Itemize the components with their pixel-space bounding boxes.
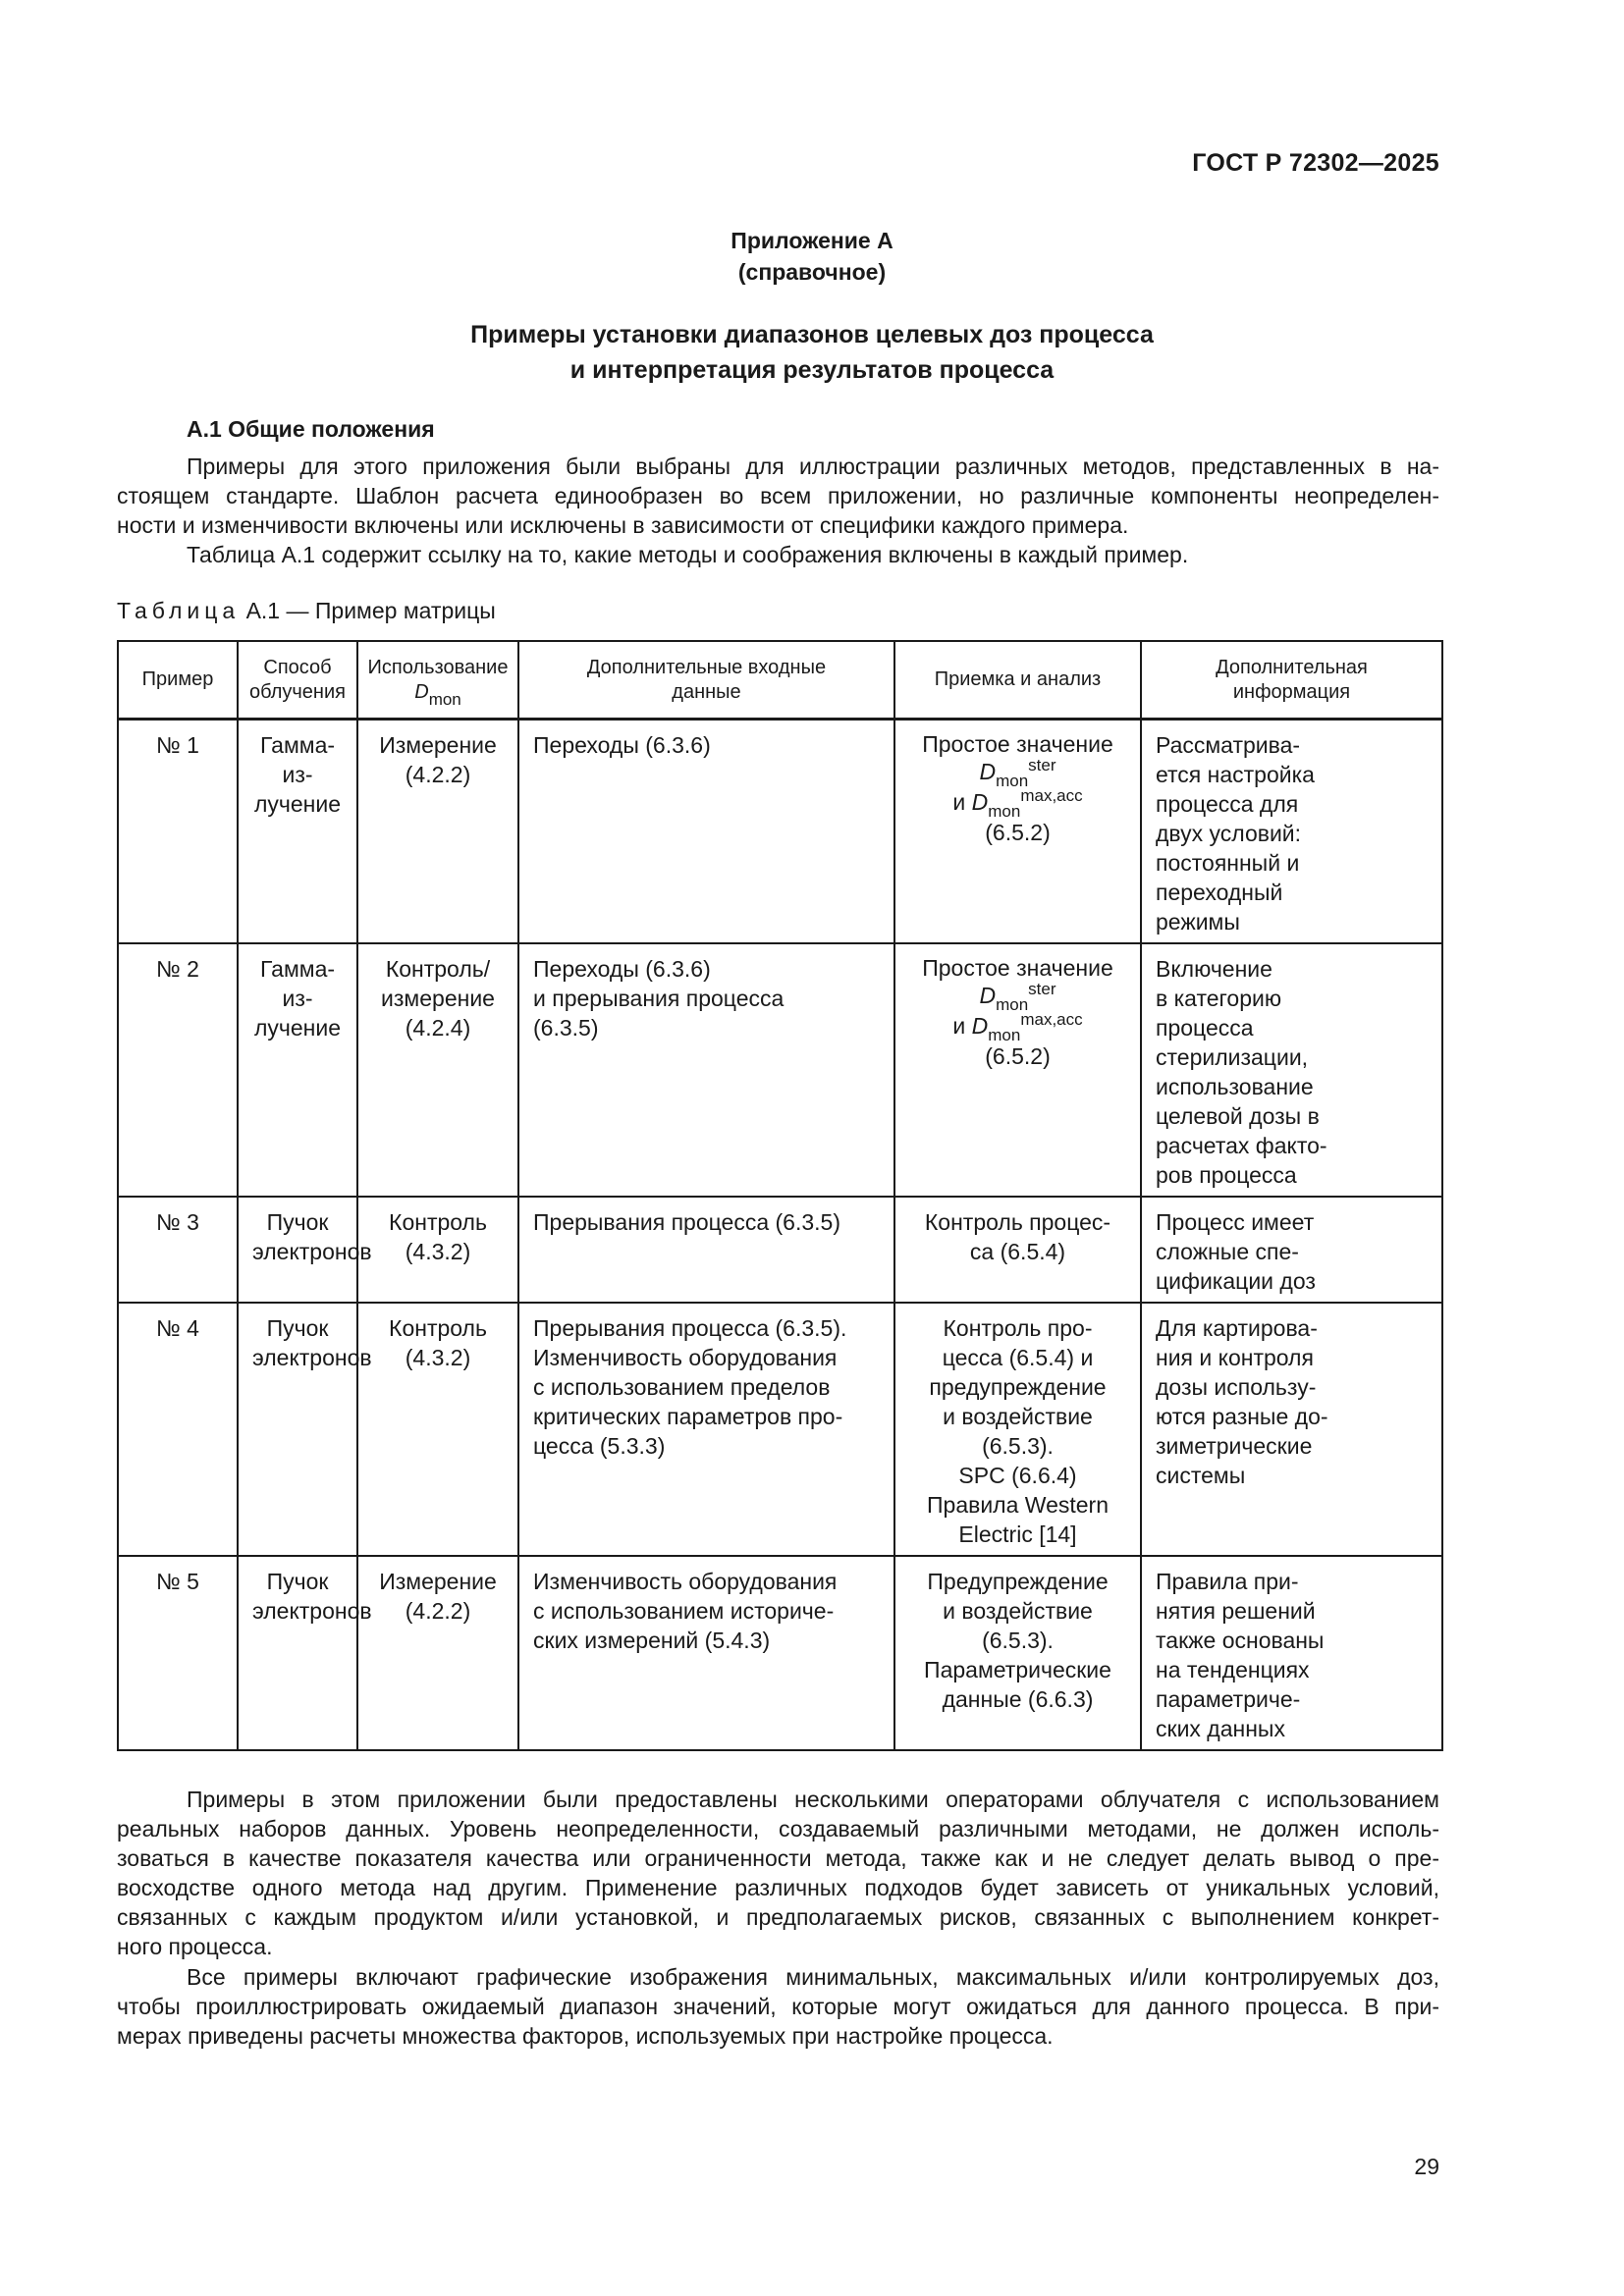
text-line: стоящем стандарте. Шаблон расчета единообразен во всем приложении, но различные компоненты неопределен- bbox=[117, 483, 1439, 508]
formula-d-ster bbox=[909, 758, 1126, 788]
cell-text: Процесс имеет bbox=[1156, 1209, 1315, 1235]
cell-text: и прерывания процесса bbox=[533, 986, 785, 1011]
cell-text: электронов bbox=[252, 1239, 372, 1264]
table-row bbox=[118, 943, 1442, 1197]
symbol-subscript: mon bbox=[428, 689, 461, 709]
header-text: Использование bbox=[367, 656, 509, 678]
header-text: Дополнительные входные bbox=[586, 656, 827, 678]
cell-text: са (6.5.4) bbox=[969, 1239, 1066, 1264]
cell-text: Переходы (6.3.6) bbox=[533, 956, 711, 982]
symbol-d: D bbox=[414, 680, 429, 703]
symbol-superscript: max,acc bbox=[1020, 786, 1083, 805]
formula-d-max bbox=[909, 788, 1126, 819]
annex-subtitle: (справочное) bbox=[737, 259, 887, 285]
symbol-subscript: mon bbox=[988, 1026, 1021, 1044]
cell-text: Контроль bbox=[389, 1315, 487, 1341]
text-span: Все примеры включают графические изображения минимальных, максимальных и/или контролируемых доз, bbox=[187, 1964, 1439, 1990]
text-line bbox=[117, 1962, 1439, 1992]
header-text: информация bbox=[1232, 680, 1351, 703]
cell-text: (4.2.4) bbox=[405, 1015, 471, 1041]
header-usage bbox=[357, 641, 518, 720]
cell-text: критических параметров про- bbox=[533, 1404, 843, 1429]
cell-text: цесса (6.5.4) и bbox=[942, 1345, 1094, 1370]
example-matrix-table bbox=[117, 640, 1443, 1751]
text-span: Примеры для этого приложения были выбраны для иллюстрации различных методов, представленных в на- bbox=[187, 454, 1439, 479]
cell-method bbox=[238, 943, 357, 1197]
text-line bbox=[117, 540, 1439, 569]
header-text: Приемка и анализ bbox=[934, 668, 1102, 690]
cell-text: предупреждение bbox=[929, 1374, 1107, 1400]
cell-text: зиметрические bbox=[1156, 1433, 1313, 1459]
cell-text: расчетах факто- bbox=[1156, 1133, 1327, 1158]
cell-text: Electric [14] bbox=[958, 1522, 1077, 1547]
cell-text: электронов bbox=[252, 1345, 372, 1370]
cell-text: ских измерений (5.4.3) bbox=[533, 1628, 771, 1653]
cell-text: Простое значение bbox=[922, 731, 1113, 757]
symbol-superscript: ster bbox=[1028, 756, 1056, 774]
header-symbol bbox=[364, 680, 512, 709]
document-code: ГОСТ Р 72302—2025 bbox=[1192, 149, 1439, 177]
symbol-subscript: mon bbox=[996, 995, 1029, 1014]
cell-text: Гамма-из- bbox=[259, 956, 336, 1011]
cell-usage bbox=[357, 1197, 518, 1303]
cell-text: электронов bbox=[252, 1598, 372, 1624]
cell-usage bbox=[357, 1303, 518, 1556]
table-row bbox=[118, 1556, 1442, 1750]
header-text: Способ bbox=[263, 656, 332, 678]
cell-text: Для картирова- bbox=[1156, 1315, 1318, 1341]
cell-usage bbox=[357, 720, 518, 944]
cell-text: цесса (5.3.3) bbox=[533, 1433, 666, 1459]
cell-acceptance bbox=[894, 1556, 1141, 1750]
cell-text: (6.5.2) bbox=[985, 820, 1051, 845]
intro-paragraph-1 bbox=[117, 452, 1439, 540]
text-span: Примеры в этом приложении были предоставлены несколькими операторами облучателя с использованием bbox=[187, 1787, 1439, 1812]
cell-text: Правила Western bbox=[927, 1492, 1109, 1518]
cell-text: ров процесса bbox=[1156, 1162, 1297, 1188]
table-caption bbox=[117, 598, 496, 624]
cell-text: (4.2.2) bbox=[405, 1598, 471, 1624]
table-caption-text: А.1 — Пример матрицы bbox=[240, 598, 496, 623]
header-text: Дополнительная bbox=[1216, 656, 1368, 678]
cell-text: Контроль bbox=[389, 1209, 487, 1235]
cell-text: данные (6.6.3) bbox=[942, 1686, 1094, 1712]
page-title bbox=[0, 317, 1624, 388]
cell-text: сложные спе- bbox=[1156, 1239, 1299, 1264]
cell-text: Измерение bbox=[379, 732, 497, 758]
header-text: данные bbox=[672, 680, 741, 703]
cell-text: (6.5.3). bbox=[982, 1433, 1054, 1459]
cell-text: процесса bbox=[1156, 1015, 1254, 1041]
cell-text: Пучок bbox=[266, 1315, 329, 1341]
cell-text: № 2 bbox=[156, 956, 199, 982]
cell-text: Измерение bbox=[379, 1569, 497, 1594]
outro-paragraph-1 bbox=[117, 1785, 1439, 1961]
text-line: мерах приведены расчеты множества факторов, используемых при настройке процесса. bbox=[117, 2023, 1054, 2049]
cell-text: (6.5.3). bbox=[982, 1628, 1054, 1653]
cell-text: (4.3.2) bbox=[405, 1239, 471, 1264]
cell-text: № 4 bbox=[156, 1315, 199, 1341]
cell-text: процесса для bbox=[1156, 791, 1299, 817]
cell-text: (4.2.2) bbox=[405, 762, 471, 787]
symbol-subscript: mon bbox=[996, 772, 1029, 790]
cell-text: № 5 bbox=[156, 1569, 199, 1594]
cell-text: дозы использу- bbox=[1156, 1374, 1317, 1400]
table-caption-prefix: Таблица bbox=[117, 598, 241, 623]
cell-text: целевой дозы в bbox=[1156, 1103, 1320, 1129]
cell-usage bbox=[357, 943, 518, 1197]
symbol-d: D bbox=[979, 983, 997, 1008]
section-heading: А.1 Общие положения bbox=[187, 416, 435, 442]
text-line: чтобы проиллюстрировать ожидаемый диапазон значений, которые могут ожидаться для данного процесса. В при- bbox=[117, 1994, 1439, 2019]
cell-text: использование bbox=[1156, 1074, 1314, 1099]
text-line: зоваться в качестве показателя качества или ограниченности метода, также как и не следует делать вывод о пре- bbox=[117, 1845, 1439, 1871]
symbol-subscript: mon bbox=[988, 802, 1021, 821]
cell-text: Рассматрива- bbox=[1156, 732, 1301, 758]
cell-text: Пучок bbox=[266, 1569, 329, 1594]
cell-text: в категорию bbox=[1156, 986, 1282, 1011]
cell-acceptance bbox=[894, 943, 1141, 1197]
header-example bbox=[118, 641, 238, 720]
header-text: облучения bbox=[249, 680, 346, 703]
cell-info bbox=[1141, 1303, 1442, 1556]
cell-text: Предупреждение bbox=[927, 1569, 1109, 1594]
header-acceptance bbox=[894, 641, 1141, 720]
cell-text: также основаны bbox=[1156, 1628, 1325, 1653]
cell-text: и bbox=[952, 1013, 972, 1039]
text-span: Таблица А.1 содержит ссылку на то, какие методы и соображения включены в каждый пример. bbox=[187, 542, 1189, 567]
header-text: Пример bbox=[141, 668, 214, 690]
cell-text: № 1 bbox=[156, 732, 199, 758]
cell-text: Пучок bbox=[266, 1209, 329, 1235]
page-title-line-2: и интерпретация результатов процесса bbox=[569, 356, 1055, 384]
cell-text: ских данных bbox=[1156, 1716, 1285, 1741]
text-line: ности и изменчивости включены или исключены в зависимости от специфики каждого примера. bbox=[117, 512, 1129, 538]
table-row bbox=[118, 720, 1442, 944]
text-line: реальных наборов данных. Уровень неопределенности, создаваемый различными методами, не должен исполь- bbox=[117, 1816, 1439, 1842]
cell-text: лучение bbox=[253, 1015, 342, 1041]
text-line bbox=[117, 452, 1439, 481]
cell-text: цификации доз bbox=[1156, 1268, 1316, 1294]
cell-text: Правила при- bbox=[1156, 1569, 1299, 1594]
cell-text: (6.5.2) bbox=[985, 1043, 1051, 1069]
cell-text: Изменчивость оборудования bbox=[533, 1569, 838, 1594]
cell-text: ния и контроля bbox=[1156, 1345, 1314, 1370]
cell-text: Переходы (6.3.6) bbox=[533, 732, 711, 758]
text-line: ного процесса. bbox=[117, 1934, 273, 1959]
symbol-d: D bbox=[971, 1013, 989, 1039]
cell-method bbox=[238, 1556, 372, 1750]
cell-text: Контроль/ bbox=[385, 956, 491, 982]
cell-text: (4.3.2) bbox=[405, 1345, 471, 1370]
cell-text: и bbox=[952, 789, 972, 815]
cell-text: переходный bbox=[1156, 880, 1283, 905]
cell-method bbox=[238, 1303, 372, 1556]
cell-text: и воздействие bbox=[943, 1598, 1093, 1624]
cell-inputs bbox=[518, 943, 894, 1197]
table-row bbox=[118, 1197, 1442, 1303]
cell-text: Контроль про- bbox=[943, 1315, 1093, 1341]
cell-text: (6.3.5) bbox=[533, 1015, 599, 1041]
cell-usage bbox=[357, 1556, 518, 1750]
cell-text: с использованием историче- bbox=[533, 1598, 835, 1624]
table-row bbox=[118, 1303, 1442, 1556]
header-inputs bbox=[518, 641, 894, 720]
cell-inputs bbox=[518, 720, 894, 944]
symbol-d: D bbox=[971, 789, 989, 815]
cell-example bbox=[118, 943, 238, 1197]
cell-text: Контроль процес- bbox=[924, 1209, 1111, 1235]
cell-text: ется настройка bbox=[1156, 762, 1315, 787]
cell-example bbox=[118, 1556, 238, 1750]
cell-text: Простое значение bbox=[922, 955, 1113, 981]
cell-text: на тенденциях bbox=[1156, 1657, 1310, 1682]
page-title-line-1: Примеры установки диапазонов целевых доз процесса bbox=[470, 321, 1154, 348]
cell-acceptance bbox=[894, 1197, 1141, 1303]
cell-example bbox=[118, 1303, 238, 1556]
formula-d-max bbox=[909, 1012, 1126, 1042]
cell-text: Прерывания процесса (6.3.5) bbox=[533, 1209, 840, 1235]
cell-acceptance bbox=[894, 720, 1141, 944]
cell-example bbox=[118, 1197, 238, 1303]
cell-text: системы bbox=[1156, 1463, 1246, 1488]
cell-text: двух условий: bbox=[1156, 821, 1302, 846]
cell-inputs bbox=[518, 1197, 894, 1303]
header-info bbox=[1141, 641, 1442, 720]
cell-text: с использованием пределов bbox=[533, 1374, 831, 1400]
text-line bbox=[117, 1785, 1439, 1814]
annex-title: Приложение А bbox=[731, 228, 893, 253]
cell-method bbox=[238, 1197, 372, 1303]
page-number: 29 bbox=[1414, 2154, 1439, 2179]
cell-text: нятия решений bbox=[1156, 1598, 1316, 1624]
cell-info bbox=[1141, 943, 1442, 1197]
cell-info bbox=[1141, 1556, 1442, 1750]
simple-value-block bbox=[909, 954, 1126, 1070]
outro-paragraph-2 bbox=[117, 1962, 1439, 2051]
cell-text: измерение bbox=[381, 986, 495, 1011]
cell-text: постоянный и bbox=[1156, 850, 1300, 876]
simple-value-block bbox=[909, 730, 1126, 846]
cell-method bbox=[238, 720, 357, 944]
cell-text: лучение bbox=[253, 791, 342, 817]
cell-text: № 3 bbox=[156, 1209, 199, 1235]
text-line: связанных с каждым продуктом и/или установкой, и предполагаемых рисков, связанных с выполнением конкрет- bbox=[117, 1904, 1439, 1930]
cell-inputs bbox=[518, 1303, 894, 1556]
cell-example bbox=[118, 720, 238, 944]
cell-text: SPC (6.6.4) bbox=[958, 1463, 1077, 1488]
cell-text: параметриче- bbox=[1156, 1686, 1301, 1712]
annex-heading bbox=[0, 225, 1624, 288]
cell-text: Прерывания процесса (6.3.5). bbox=[533, 1315, 847, 1341]
cell-text: Изменчивость оборудования bbox=[533, 1345, 838, 1370]
symbol-d: D bbox=[979, 759, 997, 784]
header-method bbox=[238, 641, 357, 720]
cell-text: ются разные до- bbox=[1156, 1404, 1328, 1429]
cell-info bbox=[1141, 1197, 1442, 1303]
symbol-superscript: max,acc bbox=[1020, 1010, 1083, 1029]
cell-text: Включение bbox=[1156, 956, 1272, 982]
cell-text: Параметрические bbox=[924, 1657, 1111, 1682]
cell-text: стерилизации, bbox=[1156, 1044, 1309, 1070]
table-header-row bbox=[118, 641, 1442, 720]
cell-info bbox=[1141, 720, 1442, 944]
symbol-superscript: ster bbox=[1028, 980, 1056, 998]
cell-text: режимы bbox=[1156, 909, 1240, 934]
formula-d-ster bbox=[909, 982, 1126, 1012]
cell-inputs bbox=[518, 1556, 894, 1750]
cell-acceptance bbox=[894, 1303, 1141, 1556]
intro-paragraph-2 bbox=[117, 540, 1439, 569]
cell-text: и воздействие bbox=[943, 1404, 1093, 1429]
text-line: восходстве одного метода над другим. Применение различных подходов будет зависеть от уникальных условий, bbox=[117, 1875, 1439, 1900]
cell-text: Гамма-из- bbox=[259, 732, 336, 787]
